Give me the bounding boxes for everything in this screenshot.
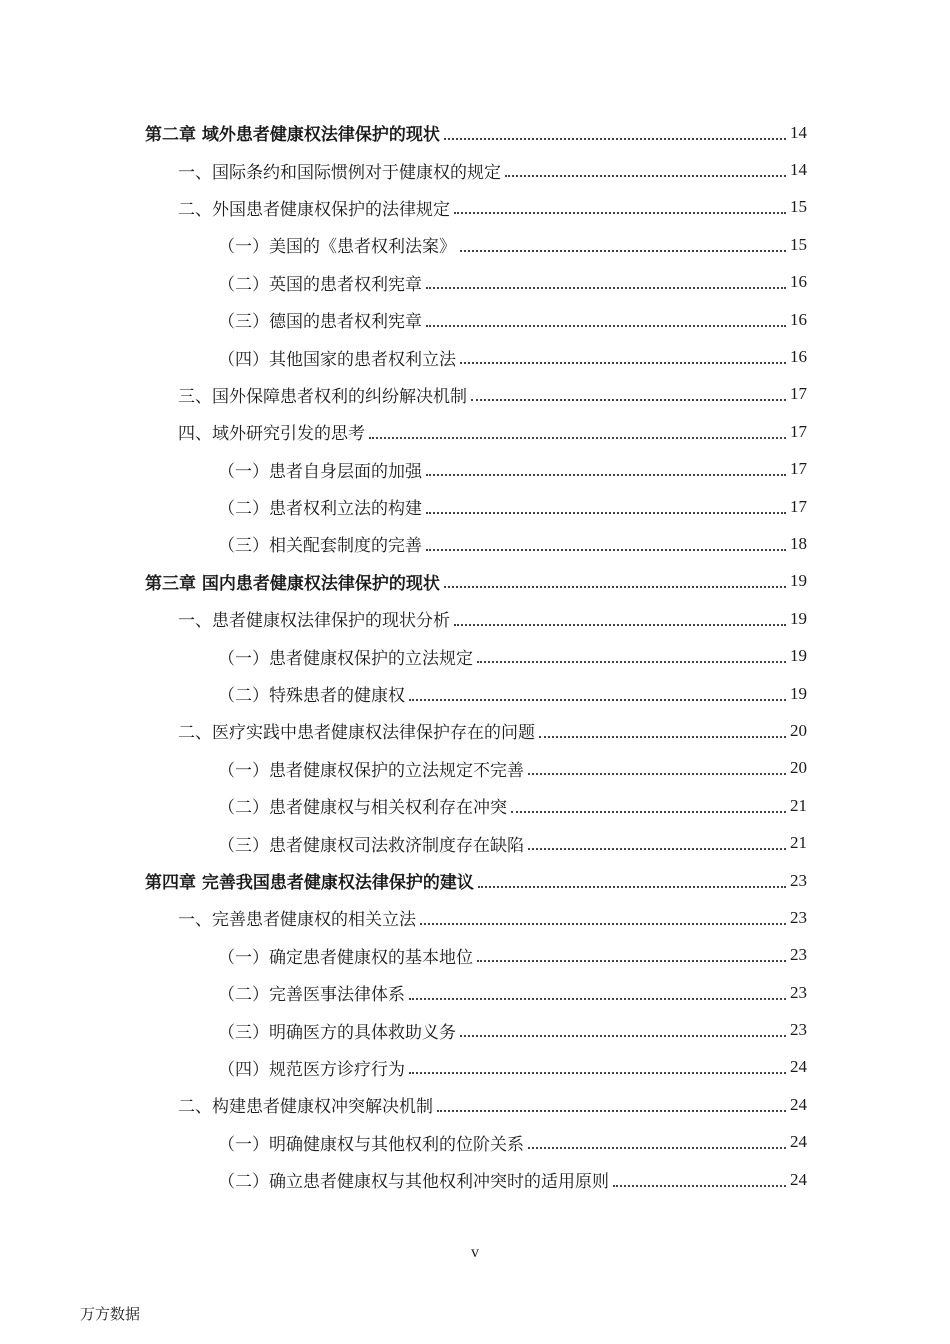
toc-entry-page: 17	[790, 496, 807, 516]
toc-entry-page: 20	[790, 758, 807, 778]
toc-entry-title: （一）确定患者健康权的基本地位	[218, 947, 473, 968]
toc-entry-page: 24	[790, 1132, 807, 1152]
toc-dot-leader	[409, 1072, 786, 1074]
toc-section-entry[interactable]	[0, 712, 950, 749]
toc-section-entry[interactable]	[0, 600, 950, 637]
toc-dot-leader	[460, 250, 786, 252]
toc-dot-leader	[454, 212, 786, 214]
toc-dot-leader	[539, 736, 786, 738]
toc-entry-page: 16	[790, 309, 807, 329]
toc-subsection-entry[interactable]	[0, 226, 950, 263]
toc-subsection-entry[interactable]	[0, 750, 950, 787]
toc-dot-leader	[420, 923, 786, 925]
toc-subsection-entry[interactable]	[0, 675, 950, 712]
toc-dot-leader	[444, 138, 786, 140]
toc-subsection-entry[interactable]	[0, 1124, 950, 1161]
toc-section-entry[interactable]	[0, 376, 950, 413]
toc-dot-leader	[477, 661, 786, 663]
toc-entry-title: （四）规范医方诊疗行为	[218, 1059, 405, 1080]
toc-entry-title: （二）患者健康权与相关权利存在冲突	[218, 798, 507, 819]
toc-entry-title: 第二章 域外患者健康权法律保护的现状	[145, 125, 440, 146]
toc-chapter-entry[interactable]	[0, 563, 950, 600]
toc-dot-leader	[426, 325, 786, 327]
toc-entry-title: （二）英国的患者权利宪章	[218, 274, 422, 295]
toc-dot-leader	[478, 886, 786, 888]
toc-entry-title: 一、完善患者健康权的相关立法	[178, 910, 416, 931]
toc-dot-leader	[426, 512, 786, 514]
toc-entry-page: 19	[790, 683, 807, 703]
toc-section-entry[interactable]	[0, 189, 950, 226]
table-of-contents	[0, 114, 950, 1198]
toc-subsection-entry[interactable]	[0, 1049, 950, 1086]
toc-entry-page: 14	[790, 160, 807, 180]
toc-dot-leader	[477, 960, 786, 962]
toc-subsection-entry[interactable]	[0, 451, 950, 488]
toc-entry-page: 17	[790, 384, 807, 404]
toc-dot-leader	[528, 1147, 786, 1149]
toc-entry-title: （二）患者权利立法的构建	[218, 499, 422, 520]
toc-subsection-entry[interactable]	[0, 525, 950, 562]
toc-entry-page: 21	[790, 795, 807, 815]
toc-entry-title: 二、构建患者健康权冲突解决机制	[178, 1097, 433, 1118]
toc-entry-title: （一）明确健康权与其他权利的位阶关系	[218, 1134, 524, 1155]
toc-dot-leader	[460, 1035, 786, 1037]
toc-entry-title: （一）患者自身层面的加强	[218, 461, 422, 482]
toc-dot-leader	[426, 474, 786, 476]
toc-entry-title: （一）患者健康权保护的立法规定不完善	[218, 760, 524, 781]
toc-subsection-entry[interactable]	[0, 637, 950, 674]
toc-entry-title: 四、域外研究引发的思考	[178, 424, 365, 445]
toc-entry-page: 18	[790, 533, 807, 553]
toc-dot-leader	[505, 175, 786, 177]
toc-subsection-entry[interactable]	[0, 974, 950, 1011]
toc-subsection-entry[interactable]	[0, 1161, 950, 1198]
toc-entry-page: 19	[790, 608, 807, 628]
toc-entry-title: （二）确立患者健康权与其他权利冲突时的适用原则	[218, 1172, 609, 1193]
toc-subsection-entry[interactable]	[0, 1011, 950, 1048]
toc-entry-page: 21	[790, 833, 807, 853]
toc-dot-leader	[528, 848, 786, 850]
toc-section-entry[interactable]	[0, 1086, 950, 1123]
toc-dot-leader	[437, 1110, 786, 1112]
toc-entry-title: 二、外国患者健康权保护的法律规定	[178, 199, 450, 220]
toc-entry-title: 第四章 完善我国患者健康权法律保护的建议	[145, 873, 474, 893]
toc-entry-title: （三）相关配套制度的完善	[218, 536, 422, 557]
toc-dot-leader	[369, 437, 786, 439]
toc-dot-leader	[409, 699, 786, 701]
page-number: v	[471, 1244, 479, 1261]
toc-chapter-entry[interactable]	[0, 862, 950, 899]
toc-subsection-entry[interactable]	[0, 301, 950, 338]
toc-entry-title: （二）完善医事法律体系	[218, 985, 405, 1006]
toc-entry-page: 19	[790, 571, 807, 591]
toc-entry-title: 一、患者健康权法律保护的现状分析	[178, 611, 450, 632]
toc-dot-leader	[444, 586, 786, 588]
toc-entry-title: （三）患者健康权司法救济制度存在缺陷	[218, 835, 524, 856]
toc-entry-title: 一、国际条约和国际惯例对于健康权的规定	[178, 162, 501, 183]
toc-entry-page: 23	[790, 870, 807, 890]
toc-entry-page: 20	[790, 720, 807, 740]
toc-entry-page: 23	[790, 907, 807, 927]
toc-subsection-entry[interactable]	[0, 787, 950, 824]
toc-entry-page: 17	[790, 421, 807, 441]
toc-dot-leader	[460, 362, 786, 364]
toc-subsection-entry[interactable]	[0, 264, 950, 301]
toc-entry-page: 15	[790, 234, 807, 254]
toc-dot-leader	[471, 399, 786, 401]
toc-section-entry[interactable]	[0, 151, 950, 188]
toc-entry-page: 23	[790, 1020, 807, 1040]
toc-entry-page: 14	[790, 122, 807, 142]
toc-dot-leader	[613, 1185, 786, 1187]
toc-subsection-entry[interactable]	[0, 338, 950, 375]
toc-entry-title: 第三章 国内患者健康权法律保护的现状	[145, 573, 440, 594]
toc-entry-title: （一）美国的《患者权利法案》	[218, 237, 456, 258]
toc-entry-page: 23	[790, 982, 807, 1002]
toc-dot-leader	[409, 998, 786, 1000]
toc-entry-title: （二）特殊患者的健康权	[218, 686, 405, 707]
toc-dot-leader	[426, 549, 786, 551]
watermark-text: 万方数据	[80, 1305, 141, 1323]
toc-entry-page: 17	[790, 459, 807, 479]
toc-subsection-entry[interactable]	[0, 937, 950, 974]
toc-entry-page: 23	[790, 945, 807, 965]
toc-entry-page: 24	[790, 1094, 807, 1114]
toc-entry-page: 19	[790, 646, 807, 666]
toc-dot-leader	[528, 773, 786, 775]
toc-entry-page: 16	[790, 347, 807, 367]
toc-entry-page: 24	[790, 1057, 807, 1077]
toc-section-entry[interactable]	[0, 413, 950, 450]
toc-entry-page: 15	[790, 197, 807, 217]
toc-dot-leader	[426, 287, 786, 289]
toc-section-entry[interactable]	[0, 899, 950, 936]
toc-subsection-entry[interactable]	[0, 488, 950, 525]
toc-dot-leader	[511, 811, 786, 813]
toc-entry-title: （一）患者健康权保护的立法规定	[218, 648, 473, 669]
toc-entry-title: 三、国外保障患者权利的纠纷解决机制	[178, 386, 467, 407]
toc-entry-page: 24	[790, 1169, 807, 1189]
toc-chapter-entry[interactable]	[0, 114, 950, 151]
toc-entry-page: 16	[790, 272, 807, 292]
toc-entry-title: （四）其他国家的患者权利立法	[218, 349, 456, 370]
toc-entry-title: （三）明确医方的具体救助义务	[218, 1022, 456, 1043]
toc-entry-title: 二、医疗实践中患者健康权法律保护存在的问题	[178, 723, 535, 744]
toc-entry-title: （三）德国的患者权利宪章	[218, 312, 422, 333]
toc-dot-leader	[454, 624, 786, 626]
toc-subsection-entry[interactable]	[0, 824, 950, 861]
